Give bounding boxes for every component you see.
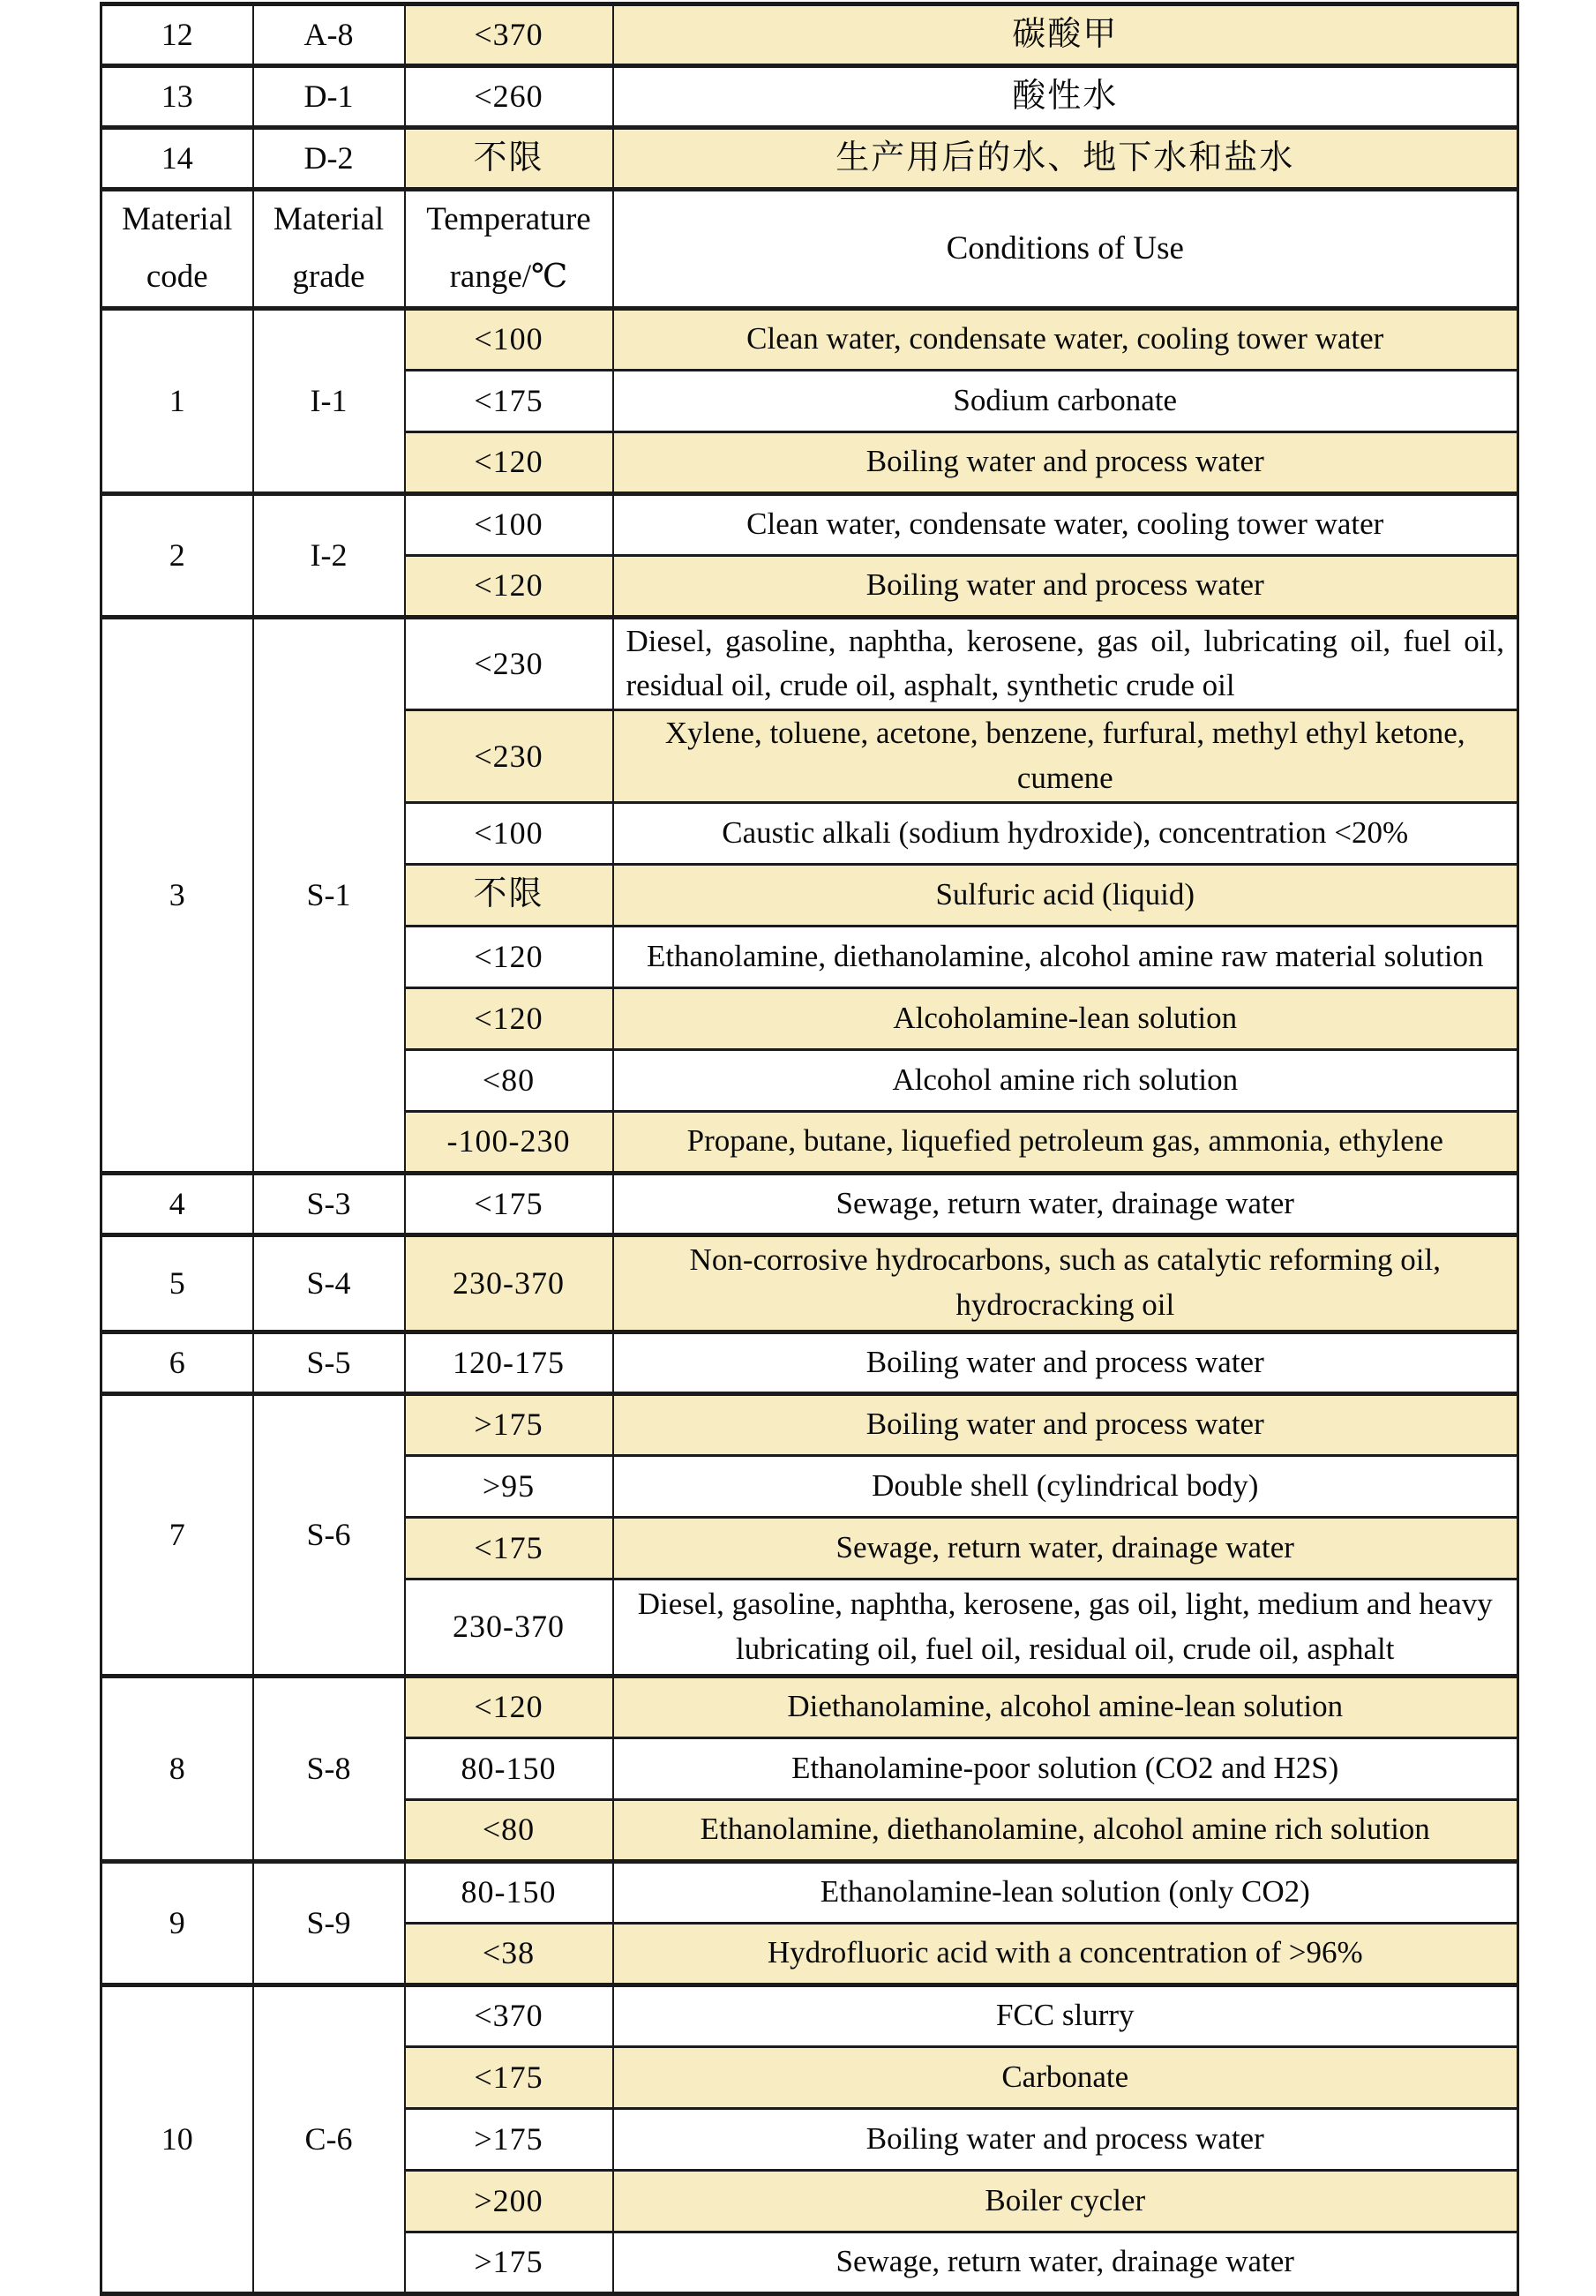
condition-cell: Boiler cycler — [613, 2170, 1518, 2232]
material-grade-cell: D-2 — [253, 128, 405, 190]
condition-cell: Sulfuric acid (liquid) — [613, 864, 1518, 926]
material-code-cell: 3 — [101, 617, 253, 1173]
temperature-cell: <260 — [405, 66, 613, 128]
material-grade-cell: D-1 — [253, 66, 405, 128]
temperature-cell: <175 — [405, 2046, 613, 2108]
condition-cell: Boiling water and process water — [613, 1393, 1518, 1455]
temperature-cell: >200 — [405, 2170, 613, 2232]
temperature-cell: <230 — [405, 710, 613, 803]
material-grade-cell: C-6 — [253, 1985, 405, 2293]
header-line: Material — [273, 201, 385, 237]
condition-cell: Boiling water and process water — [613, 1332, 1518, 1393]
header-conditions-of-use: Conditions of Use — [613, 190, 1518, 309]
condition-cell: Sodium carbonate — [613, 370, 1518, 431]
table-row — [101, 1332, 1518, 1393]
header-material-grade — [253, 190, 405, 309]
temperature-cell: <100 — [405, 493, 613, 555]
material-code-cell: 5 — [101, 1234, 253, 1332]
table-row — [101, 1393, 1518, 1455]
header-line: range/℃ — [449, 258, 568, 295]
condition-cell: Alcohol amine rich solution — [613, 1049, 1518, 1111]
condition-cell: Clean water, condensate water, cooling tower water — [613, 308, 1518, 370]
document-page — [0, 2, 1596, 2280]
condition-cell: Double shell (cylindrical body) — [613, 1455, 1518, 1517]
temperature-cell: >175 — [405, 1393, 613, 1455]
material-code-cell: 8 — [101, 1676, 253, 1861]
table-row — [101, 1234, 1518, 1332]
temperature-cell: <120 — [405, 1676, 613, 1737]
temperature-cell: <175 — [405, 370, 613, 431]
material-conditions-table — [100, 2, 1519, 2296]
material-grade-cell: S-3 — [253, 1173, 405, 1234]
condition-cell: Propane, butane, liquefied petroleum gas, ammonia, ethylene — [613, 1111, 1518, 1173]
condition-cell: Diesel, gasoline, naphtha, kerosene, gas oil, light, medium and heavy lubricating oil, fuel oil, residual oil, crude oil, asphalt — [613, 1579, 1518, 1676]
condition-cell: Clean water, condensate water, cooling tower water — [613, 493, 1518, 555]
temperature-cell: -100-230 — [405, 1111, 613, 1173]
temperature-cell: <80 — [405, 1049, 613, 1111]
header-temperature-range — [405, 190, 613, 309]
temperature-cell: <230 — [405, 617, 613, 710]
material-grade-cell: S-6 — [253, 1393, 405, 1676]
condition-cell: Carbonate — [613, 2046, 1518, 2108]
material-grade-cell: I-1 — [253, 308, 405, 493]
condition-cell: Ethanolamine-poor solution (CO2 and H2S) — [613, 1737, 1518, 1799]
material-grade-cell: S-1 — [253, 617, 405, 1173]
temperature-cell: <120 — [405, 987, 613, 1049]
material-code-cell: 6 — [101, 1332, 253, 1393]
table-row-12 — [101, 4, 1518, 66]
material-code-cell: 12 — [101, 4, 253, 66]
temperature-cell: 80-150 — [405, 1737, 613, 1799]
condition-cell: 生产用后的水、地下水和盐水 — [613, 128, 1518, 190]
condition-cell: Sewage, return water, drainage water — [613, 2232, 1518, 2293]
temperature-cell: <370 — [405, 4, 613, 66]
material-code-cell: 2 — [101, 493, 253, 617]
temperature-cell: 230-370 — [405, 1579, 613, 1676]
temperature-cell: <100 — [405, 308, 613, 370]
condition-cell: 碳酸甲 — [613, 4, 1518, 66]
header-line: Temperature — [426, 201, 591, 237]
temperature-cell: 不限 — [405, 864, 613, 926]
temperature-cell: >175 — [405, 2232, 613, 2293]
table-row — [101, 1173, 1518, 1234]
condition-cell: Diesel, gasoline, naphtha, kerosene, gas oil, lubricating oil, fuel oil, residual oil, crude oil, asphalt, synthetic crude oil — [613, 617, 1518, 710]
table-row — [101, 493, 1518, 555]
table-row-14 — [101, 128, 1518, 190]
material-code-cell: 14 — [101, 128, 253, 190]
temperature-cell: 230-370 — [405, 1234, 613, 1332]
condition-cell: Boiling water and process water — [613, 555, 1518, 617]
condition-cell: Boiling water and process water — [613, 2108, 1518, 2170]
header-material-code — [101, 190, 253, 309]
condition-cell: Ethanolamine-lean solution (only CO2) — [613, 1861, 1518, 1923]
temperature-cell: <120 — [405, 431, 613, 493]
material-code-cell: 7 — [101, 1393, 253, 1676]
header-row — [101, 190, 1518, 309]
condition-cell: Sewage, return water, drainage water — [613, 1173, 1518, 1234]
temperature-cell: 120-175 — [405, 1332, 613, 1393]
condition-cell: Non-corrosive hydrocarbons, such as catalytic reforming oil, hydrocracking oil — [613, 1234, 1518, 1332]
material-grade-cell: A-8 — [253, 4, 405, 66]
material-grade-cell: I-2 — [253, 493, 405, 617]
condition-cell: Boiling water and process water — [613, 431, 1518, 493]
temperature-cell: <120 — [405, 555, 613, 617]
material-grade-cell: S-5 — [253, 1332, 405, 1393]
material-grade-cell: S-8 — [253, 1676, 405, 1861]
material-grade-cell: S-4 — [253, 1234, 405, 1332]
table-row — [101, 1985, 1518, 2046]
material-code-cell: 13 — [101, 66, 253, 128]
temperature-cell: 不限 — [405, 128, 613, 190]
temperature-cell: <120 — [405, 926, 613, 987]
condition-cell: Alcoholamine-lean solution — [613, 987, 1518, 1049]
material-code-cell: 9 — [101, 1861, 253, 1985]
temperature-cell: <370 — [405, 1985, 613, 2046]
table-row — [101, 1676, 1518, 1737]
table-row — [101, 308, 1518, 370]
material-code-cell: 1 — [101, 308, 253, 493]
temperature-cell: <80 — [405, 1799, 613, 1861]
header-line: grade — [292, 258, 365, 295]
temperature-cell: <38 — [405, 1923, 613, 1985]
table-row — [101, 1861, 1518, 1923]
material-grade-cell: S-9 — [253, 1861, 405, 1985]
temperature-cell: <100 — [405, 802, 613, 864]
temperature-cell: >175 — [405, 2108, 613, 2170]
condition-cell: Diethanolamine, alcohol amine-lean solution — [613, 1676, 1518, 1737]
condition-cell: Sewage, return water, drainage water — [613, 1517, 1518, 1579]
temperature-cell: <175 — [405, 1173, 613, 1234]
condition-cell: Hydrofluoric acid with a concentration of >96% — [613, 1923, 1518, 1985]
temperature-cell: >95 — [405, 1455, 613, 1517]
condition-cell: Ethanolamine, diethanolamine, alcohol amine rich solution — [613, 1799, 1518, 1861]
header-line: Material — [122, 201, 233, 237]
condition-cell: Xylene, toluene, acetone, benzene, furfural, methyl ethyl ketone, cumene — [613, 710, 1518, 803]
material-code-cell: 10 — [101, 1985, 253, 2293]
table-row — [101, 617, 1518, 710]
header-line: code — [146, 258, 208, 295]
condition-cell: Caustic alkali (sodium hydroxide), concentration <20% — [613, 802, 1518, 864]
condition-cell: Ethanolamine, diethanolamine, alcohol amine raw material solution — [613, 926, 1518, 987]
temperature-cell: <175 — [405, 1517, 613, 1579]
temperature-cell: 80-150 — [405, 1861, 613, 1923]
material-code-cell: 4 — [101, 1173, 253, 1234]
condition-cell: FCC slurry — [613, 1985, 1518, 2046]
condition-cell: 酸性水 — [613, 66, 1518, 128]
table-row-13 — [101, 66, 1518, 128]
